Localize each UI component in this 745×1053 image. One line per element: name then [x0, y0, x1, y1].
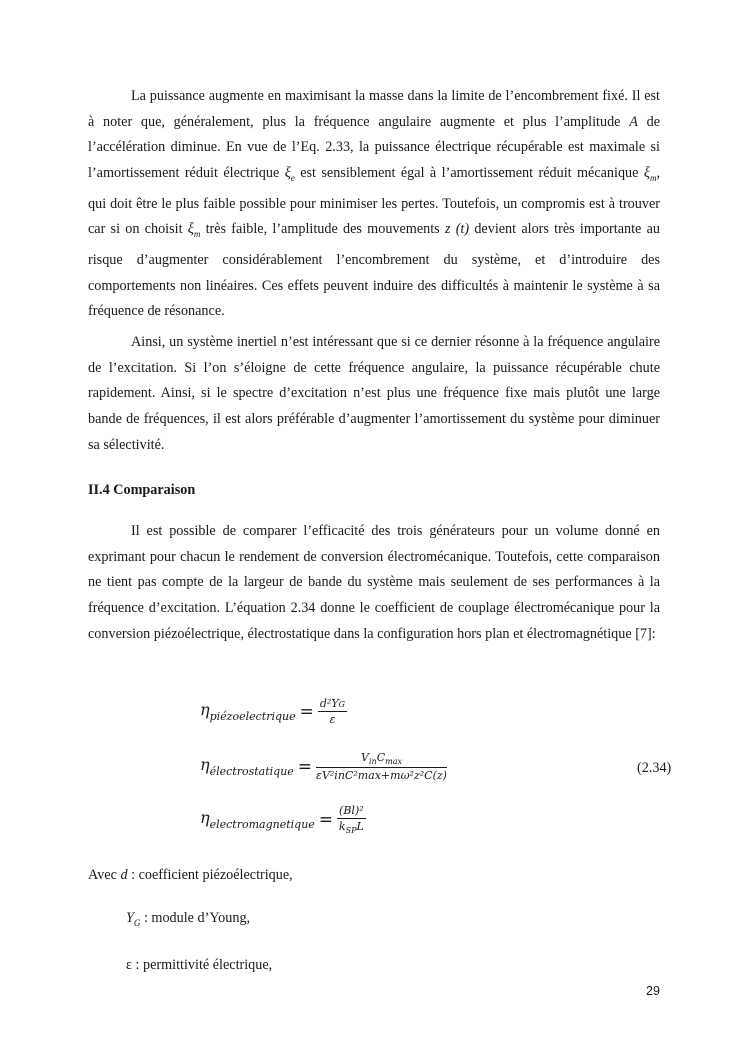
equation-number: (2.34) [637, 760, 672, 776]
equation-electromagnetic: $\eta_{electromagnetique}$ = $\frac{\text{(Bl)²}}{k_{SP}L}$ [200, 804, 364, 835]
definition-young: $Y_G$ : module d’Young, [126, 910, 251, 928]
page-number: 29 [646, 984, 660, 998]
definition-d: Avec d : coefficient piézoélectrique, [88, 867, 293, 883]
equation-piezo: $\eta_{piézoelectrique}$ = $\frac{\text{d²YG}}{\varepsilon}$ [200, 697, 345, 726]
paragraph-2: Ainsi, un système inertiel n’est intéressant que si ce dernier résonne à la fréquence angulaire de l’excitation. Si l’on s’éloigne de cette fréquence angulaire, la puissance récupérable chute rapidement. Ainsi, si le spectre d’excitation n’est plus une fréquence fixe mais plutôt une large bande de fréquences, il est alors préférable d’augmenter l’amortissement du système pour diminuer sa sélectivité. [88, 334, 660, 453]
paragraph-3: Il est possible de comparer l’efficacité des trois générateurs pour un volume donné en exprimant pour chacun le rendement de conversion électromécanique. Toutefois, cette comparaison ne tient pas compte de la largeur de bande du système mais seulement de ses performances à la fréquence d’excitation. L’équation 2.34 donne le coefficient de couplage électromécanique pour la conversion piézoélectrique, électrostatique dans la configuration hors plan et électromagnétique [7]: [88, 523, 660, 642]
paragraph-1: La puissance augmente en maximisant la masse dans la limite de l’encombrement fixé. Il est à noter que, généralement, plus la fréquence angulaire augmente et plus l’amplitude A de l’accélération diminue. En vue de l’Eq. 2.33, la puissance électrique récupérable est maximale si l’amortissement réduit électrique $\xi_e$ est sensiblement égal à l’amortissement réduit mécanique $\xi_m$, qui doit être le plus faible possible pour minimiser les pertes. Toutefois, un compromis est à trouver car si on choisit $\xi_m$ très faible, l’amplitude des mouvements z (t) devient alors très importante au risque d’augmenter considérablement l’encombrement du système, et d’introduire des comportements non linéaires. Ces effets peuvent induire des difficultés à maintenir le système à sa fréquence de résonance. [88, 88, 660, 320]
equation-electrostatic: $\eta_{électrostatique}$ = $\frac{V_{in}C_{max}}{\text{εV²inC²max+mω²z²C(z)}}$ [200, 751, 447, 782]
definition-permittivity: ε : permittivité électrique, [126, 957, 273, 973]
section-heading: II.4 Comparaison [88, 482, 196, 498]
